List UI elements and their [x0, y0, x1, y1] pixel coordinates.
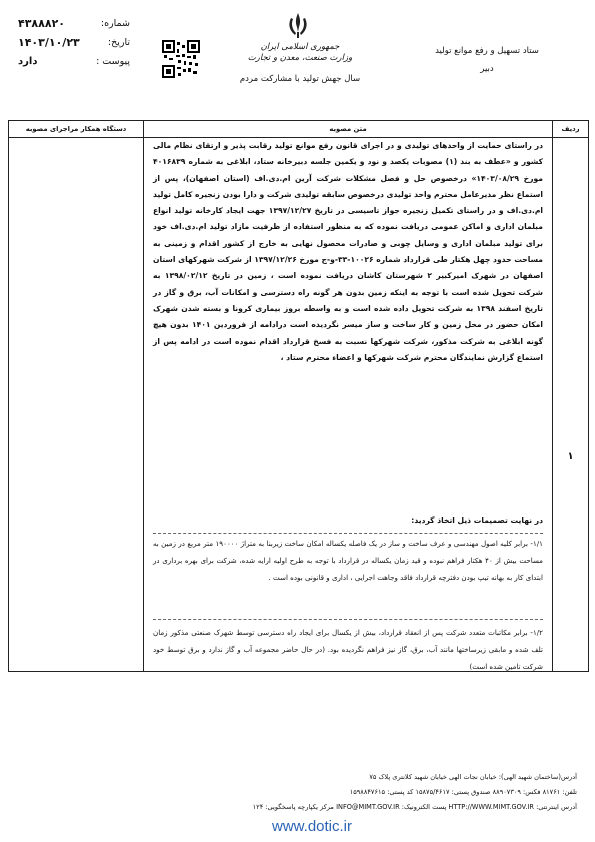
clause-separator [153, 619, 543, 620]
organization-block [397, 42, 577, 78]
col-header-agency: دستگاه همکار مراجرای مصوبه [9, 121, 143, 138]
clause-2: ۱/۲- برابر مکاتبات متعدد شرکت پس از انعقاد قرارداد، بیش از یکسال برای ایجاد راه دسترسی توسط شهرک صنعتی مذکور زمان تلف شده و مابقی زیرساختها مانند آب، برق، گاز نیز فراهم نگردیده بود. (در حال حاضر مجموعه آب و گاز ندارد و برق توسط خود شرکت تامین شده است) [153, 628, 543, 671]
ministry-logo [230, 42, 370, 64]
row-number: ۱ [567, 451, 574, 462]
org-name: ستاد تسهیل و رفع موانع تولید [435, 46, 539, 56]
column-divider [552, 121, 553, 671]
col-header-text: متن مصوبه [144, 121, 552, 138]
clause-1: ۱/۱- برابر کلیه اصول مهندسی و عرف ساخت و ساز در یک فاصله یکساله امکان ساخت زیربنا به متراژ ۱۹۰۰۰۰ متر مربع در زمین به مساحت بیش از ۴۰ هکتار فراهم نبوده و قید زمان یکساله در قرارداد با توجه به طرح اولیه ارایه شده، شرکت برای بهره برداری در ابتدای کار به بهانه تیپ بودن دفترچه قرارداد فاقد وجاهت اجرایی ، اداری و قانونی بوده است . [153, 539, 543, 582]
attachment-row [18, 52, 130, 71]
signature-stamp [277, 471, 452, 621]
iran-emblem-icon [283, 10, 313, 40]
year-slogan: سال جهش تولید با مشارکت مردم [239, 74, 361, 84]
letter-number: ۴۳۸۸۸۲۰ [18, 17, 65, 30]
qr-code-icon [162, 40, 200, 78]
footer-web: آدرس اینترنتی: HTTP://WWW.MIMT.GOV.IR پست الکترونیک: INFO@MIMT.GOV.IR مرکز یکپارچه پاسخگویی: ۱۲۴ [252, 803, 577, 811]
number-row [18, 14, 130, 33]
attachment-value: دارد [18, 56, 38, 67]
letter-date: ۱۴۰۳/۱۰/۲۳ [18, 36, 80, 49]
ministry-line-1: جمهوری اسلامی ایران [260, 42, 340, 52]
number-label: شماره: [100, 18, 130, 29]
resolution-table [8, 120, 589, 672]
col-header-row: ردیف [553, 121, 588, 138]
dotic-watermark-link[interactable]: www.dotic.ir [271, 818, 353, 835]
footer-contacts: تلفن: ۸۱۷۶۱ فکس: ۸۸۹۰۷۳۰۹ صندوق پستی: ۱۵۸۷۵/۴۶۱۷ کد پستی: ۱۵۹۸۸۴۷۶۱۵ [349, 788, 577, 796]
decision-heading: در نهایت تصمیمات ذیل اتخاذ گردید: [411, 516, 543, 525]
org-unit: دبیر [480, 64, 494, 74]
date-row [18, 33, 130, 52]
attachment-label: پیوست : [96, 56, 130, 67]
column-divider [143, 121, 144, 671]
footer-address: آدرس(ساختمان شهید الهی): خیابان نجات الهی خیابان شهید کلانتری پلاک ۷۵ [369, 773, 577, 781]
resolution-paragraph: در راستای حمایت از واحدهای تولیدی و در اجرای قانون رفع موانع تولید رقابت پذیر و ارتقای نظام مالی کشور و «عطف به بند (۱) مصوبات یکصد و نود و یکمین جلسه دبیرخانه ستاد، ابلاغی به شماره ۴۰۱۶۸۳۹ مورخ ۱۴۰۳/۰۸/۲۹» درخصوص حل و فصل مشکلات شرکت آرین ام.دی.اف (استان اصفهان)، پس از استماع نظر مدیرعامل محترم واحد تولیدی درخصوص سابقه تولیدی شرکت و دارا بودن زنجیره کامل تولید ام.دی.اف و در راستای تکمیل زنجیره جواز تاسیسی در تاریخ ۱۳۹۷/۱۲/۲۷ جهت ایجاد کارخانه تولید انواع مبلمان اداری و اماکن عمومی دریافت نموده که به منظور استفاده از ظرفیت مازاد تولید ام.دی.اف خود برای تولید مبلمان اداری و وسایل چوبی و صادرات محصول نهایی به خارج از کشور اقدام و زمینی به مساحت حدود چهل هکتار طی قرارداد شماره ۱۰۰۲۶-۳۳-و-ج مورخ ۱۳۹۷/۱۲/۲۶ از شرکت شهرکهای استان اصفهان در شهرک امیرکبیر ۲ شهرستان کاشان دریافت نموده است ، زمین در تاریخ ۱۳۹۸/۰۲/۱۲ به شرکت تحویل شده است با توجه به اینکه زمین بدون هر گونه راه دسترسی و امکانات آب، برق و گاز در تاریخ اسفند ۱۳۹۸ به شرکت تحویل داده شده است و به واسطه بروز بیماری کرونا و بسته شدن شهرک امکان حضور در محل زمین و کار ساخت و ساز میسر نگردیده است درادامه از فروردین ۱۴۰۱ بدون هیچ گونه ابلاغی به شرکت مذکور، شرکت شهرکها نسبت به فسخ قرارداد اقدام نموده است در ادامه پس از استماع گزارش نمایندگان محترم شرکت شهرکها و اعضاء محترم ستاد ، [153, 141, 544, 362]
resolution-text [153, 138, 543, 366]
date-label: تاریخ: [107, 37, 130, 48]
letter-meta [18, 14, 130, 71]
ministry-line-2: وزارت صنعت، معدن و تجارت [247, 53, 353, 63]
